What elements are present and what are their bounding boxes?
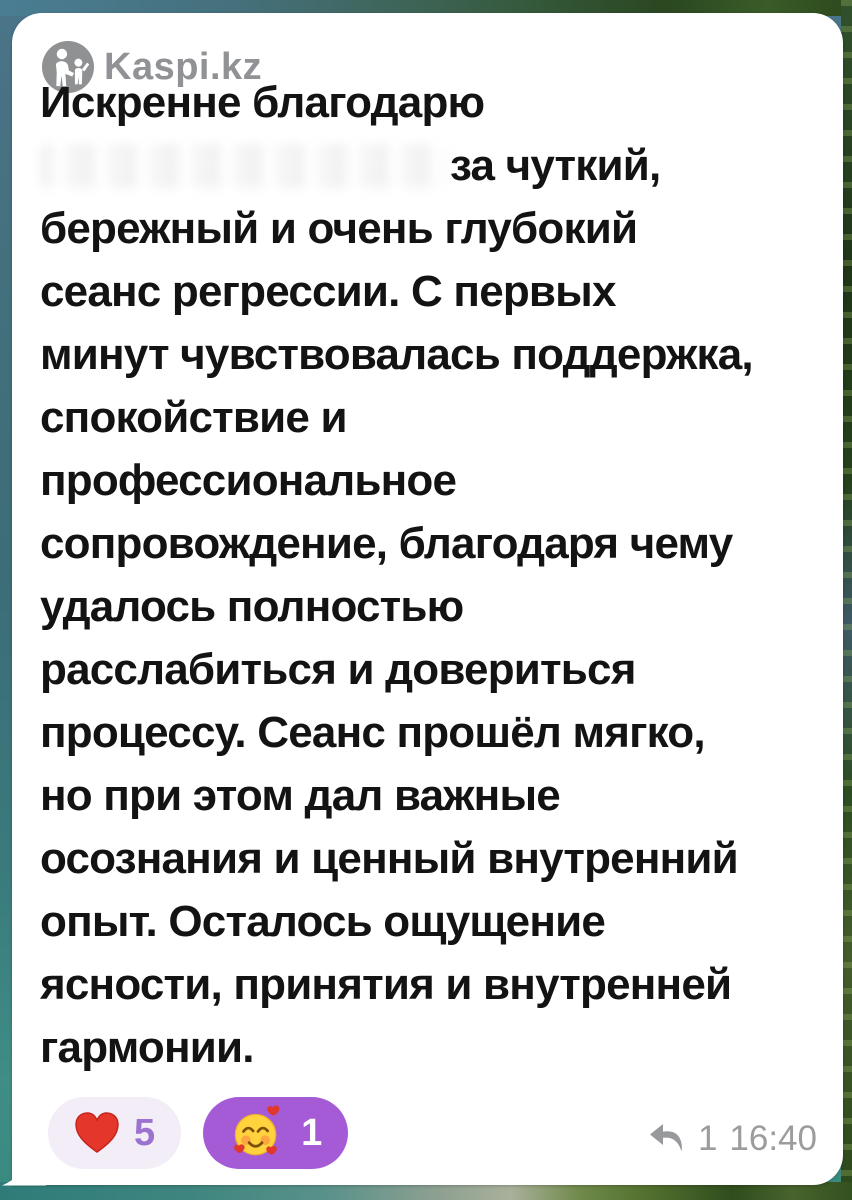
timestamp: 16:40	[729, 1119, 817, 1158]
message-line: осознания и ценный внутренний	[40, 834, 738, 883]
reaction-count: 1	[301, 1111, 323, 1154]
reply-arrow-icon	[648, 1123, 686, 1155]
reaction-pill-heart[interactable]	[48, 1097, 181, 1169]
bubble-tail	[0, 1141, 46, 1187]
redacted-name	[40, 144, 448, 188]
message-line: сопровождение, благодаря чему	[40, 519, 733, 568]
message-line: ясности, принятия и внутренней	[40, 960, 732, 1009]
reaction-count: 5	[134, 1111, 156, 1154]
message-line: спокойствие и	[40, 393, 347, 442]
message-line: Искренне благодарю	[40, 78, 485, 127]
smiling-face-with-hearts-icon	[229, 1104, 287, 1162]
kaspi-brand-label: Kaspi.kz	[104, 45, 263, 88]
message-line: бережный и очень глубокий	[40, 204, 638, 253]
message-line: расслабиться и довериться	[40, 645, 636, 694]
message-meta	[648, 1119, 817, 1169]
message-line: гармонии.	[40, 1023, 254, 1072]
message-line: опыт. Осталось ощущение	[40, 897, 606, 946]
review-text	[40, 71, 821, 1079]
message-line: за чуткий,	[40, 134, 821, 197]
message-line: но при этом дал важные	[40, 771, 560, 820]
message-line: сеанс регрессии. С первых	[40, 267, 616, 316]
message-line: профессиональное	[40, 456, 457, 505]
message-bubble[interactable]	[12, 13, 843, 1185]
message-line: минут чувствовалась поддержка,	[40, 330, 753, 379]
message-footer	[48, 1097, 817, 1169]
reply-count: 1	[697, 1119, 718, 1158]
red-heart-icon	[74, 1112, 120, 1154]
message-line: удалось полностью	[40, 582, 464, 631]
message-line: процессу. Сеанс прошёл мягко,	[40, 708, 705, 757]
reaction-pill-smiling-hearts[interactable]	[203, 1097, 348, 1169]
reactions-row	[48, 1097, 348, 1169]
